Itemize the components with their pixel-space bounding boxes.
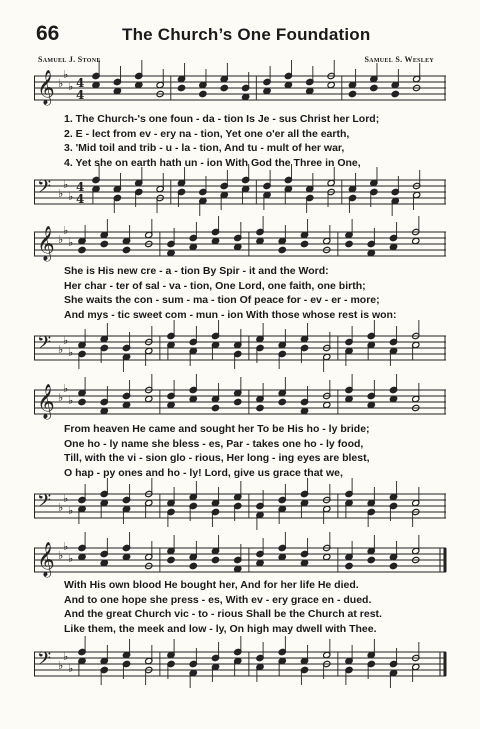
- note-head: [345, 240, 353, 247]
- flat-icon: ♭: [63, 224, 69, 237]
- note-head: [234, 565, 242, 572]
- note-head: [367, 556, 375, 563]
- note-head: [234, 243, 242, 250]
- note-head: [263, 87, 271, 94]
- note-head: [100, 407, 108, 414]
- lyric-line: She waits the con - sum - ma - tion Of peace for - ev - er - more;: [64, 294, 380, 306]
- note-head: [323, 401, 331, 408]
- note-head: [327, 81, 335, 88]
- music-system-4: [34, 542, 446, 674]
- lyrics-block-3: [64, 422, 444, 480]
- treble-clef-icon: 𝄞: [37, 384, 55, 419]
- lyric-line: And to one hope she press - es, With ev - ery grace en - dued.: [64, 593, 372, 606]
- lyrics-block-1: [64, 112, 444, 170]
- note-head: [78, 398, 86, 405]
- bass-staff: [34, 488, 446, 530]
- time-signature: 4: [76, 192, 85, 206]
- flat-icon: ♭: [58, 187, 64, 200]
- note-head: [389, 243, 397, 250]
- flat-icon: ♭: [58, 77, 64, 90]
- flat-icon: ♭: [63, 178, 69, 191]
- lyric-line: And the great Church vic - to - rious Shall be the Church at rest.: [64, 608, 382, 620]
- hymn-title: The Church’s One Foundation: [122, 25, 371, 44]
- lyric-line: 3. 'Mid toil and trib - u - la - tion, And tu - mult of her war,: [64, 142, 345, 154]
- lyric-line: 2. E - lect from ev - ery na - tion, Yet one o'er all the earth,: [64, 127, 350, 140]
- bass-staff: [34, 174, 446, 216]
- flat-icon: ♭: [58, 501, 64, 514]
- hymn-number: 66: [36, 22, 60, 45]
- flat-icon: ♭: [58, 391, 64, 404]
- bass-clef-icon: 𝄢: [37, 649, 52, 674]
- flat-icon: ♭: [63, 382, 69, 395]
- note-head: [242, 93, 250, 100]
- lyric-line: And mys - tic sweet com - mun - ion With those whose rest is won:: [64, 308, 397, 321]
- lyric-line: 4. Yet she on earth hath un - ion With God the Three in One,: [64, 156, 361, 169]
- flat-icon: ♭: [68, 190, 74, 203]
- note-head: [122, 401, 130, 408]
- bass-staff: [34, 330, 446, 372]
- flat-icon: ♭: [63, 68, 69, 81]
- lyric-line: She is His new cre - a - tion By Spir - it and the Word:: [64, 265, 329, 277]
- lyric-line: Like them, the meek and low - ly, On high may dwell with Thee.: [64, 622, 377, 635]
- note-head: [389, 395, 397, 402]
- time-signature: 4: [76, 76, 85, 90]
- time-signature: 4: [76, 180, 85, 194]
- flat-icon: ♭: [68, 394, 74, 407]
- note-head: [100, 240, 108, 247]
- flat-icon: ♭: [63, 492, 69, 505]
- note-head: [220, 84, 228, 91]
- flat-icon: ♭: [68, 662, 74, 675]
- note-head: [367, 401, 375, 408]
- note-head: [278, 398, 286, 405]
- note-head: [348, 90, 356, 97]
- note-head: [234, 398, 242, 405]
- note-head: [167, 401, 175, 408]
- treble-clef-icon: 𝄞: [37, 70, 55, 105]
- flat-icon: ♭: [68, 504, 74, 517]
- flat-icon: ♭: [58, 659, 64, 672]
- flat-icon: ♭: [68, 346, 74, 359]
- lyric-line: Her char - ter of sal - va - tion, One Lord, one faith, one birth;: [64, 279, 366, 292]
- note-head: [300, 559, 308, 566]
- note-head: [389, 562, 397, 569]
- treble-clef-icon: 𝄞: [37, 542, 55, 577]
- flat-icon: ♭: [63, 650, 69, 663]
- note-head: [189, 395, 197, 402]
- note-head: [300, 240, 308, 247]
- note-head: [391, 90, 399, 97]
- lyric-line: With His own blood He bought her, And for her life He died.: [64, 579, 359, 591]
- lyric-line: O hap - py ones and ho - ly! Lord, give us grace that we,: [64, 466, 343, 479]
- bass-staff: [34, 646, 446, 688]
- note-head: [278, 553, 286, 560]
- note-head: [189, 243, 197, 250]
- flat-icon: ♭: [58, 233, 64, 246]
- treble-clef-icon: 𝄞: [37, 226, 55, 261]
- lyrics-block-2: [64, 264, 444, 322]
- treble-staff: [34, 384, 446, 426]
- note-head: [78, 553, 86, 560]
- time-signature: 4: [76, 88, 85, 102]
- note-head: [345, 562, 353, 569]
- note-head: [92, 81, 100, 88]
- note-head: [278, 246, 286, 253]
- lyric-line: Till, with the vi - sion glo - rious, Her long - ing eyes are blest,: [64, 452, 370, 464]
- note-head: [113, 87, 121, 94]
- note-head: [367, 249, 375, 256]
- bass-clef-icon: 𝄢: [37, 491, 52, 516]
- treble-staff: [34, 70, 446, 112]
- note-head: [256, 404, 264, 411]
- note-head: [306, 87, 314, 94]
- music-system-1: [34, 68, 446, 206]
- note-head: [211, 556, 219, 563]
- note-head: [345, 395, 353, 402]
- note-head: [199, 90, 207, 97]
- note-head: [78, 246, 86, 253]
- note-head: [211, 237, 219, 244]
- flat-icon: ♭: [58, 343, 64, 356]
- flat-icon: ♭: [68, 80, 74, 93]
- note-head: [256, 237, 264, 244]
- note-head: [145, 395, 153, 402]
- note-head: [412, 237, 420, 244]
- note-head: [370, 84, 378, 91]
- lyrics-block-4: [64, 578, 444, 636]
- treble-staff: [34, 226, 446, 268]
- bass-clef-icon: 𝄢: [37, 177, 52, 202]
- note-head: [135, 81, 143, 88]
- flat-icon: ♭: [63, 540, 69, 553]
- note-head: [300, 407, 308, 414]
- note-head: [177, 84, 185, 91]
- note-head: [211, 404, 219, 411]
- flat-icon: ♭: [68, 236, 74, 249]
- composer-credit: Samuel S. Wesley: [364, 55, 434, 64]
- bass-clef-icon: 𝄢: [37, 333, 52, 358]
- note-head: [167, 556, 175, 563]
- note-head: [100, 559, 108, 566]
- note-head: [122, 553, 130, 560]
- flat-icon: ♭: [68, 552, 74, 565]
- lyric-line: One ho - ly name she bless - es, Par - takes one ho - ly food,: [64, 437, 364, 450]
- note-head: [256, 559, 264, 566]
- note-head: [284, 81, 292, 88]
- note-head: [122, 246, 130, 253]
- lyric-line: From heaven He came and sought her To be His ho - ly bride;: [64, 423, 370, 435]
- lyricist-credit: Samuel J. Stone: [38, 55, 101, 64]
- flat-icon: ♭: [58, 549, 64, 562]
- flat-icon: ♭: [63, 334, 69, 347]
- note-head: [189, 562, 197, 569]
- music-system-3: [34, 384, 446, 516]
- music-system-2: [34, 226, 446, 358]
- note-head: [167, 249, 175, 256]
- lyric-line: 1. The Church-'s one foun - da - tion Is Je - sus Christ her Lord;: [64, 113, 380, 125]
- note-head: [323, 553, 331, 560]
